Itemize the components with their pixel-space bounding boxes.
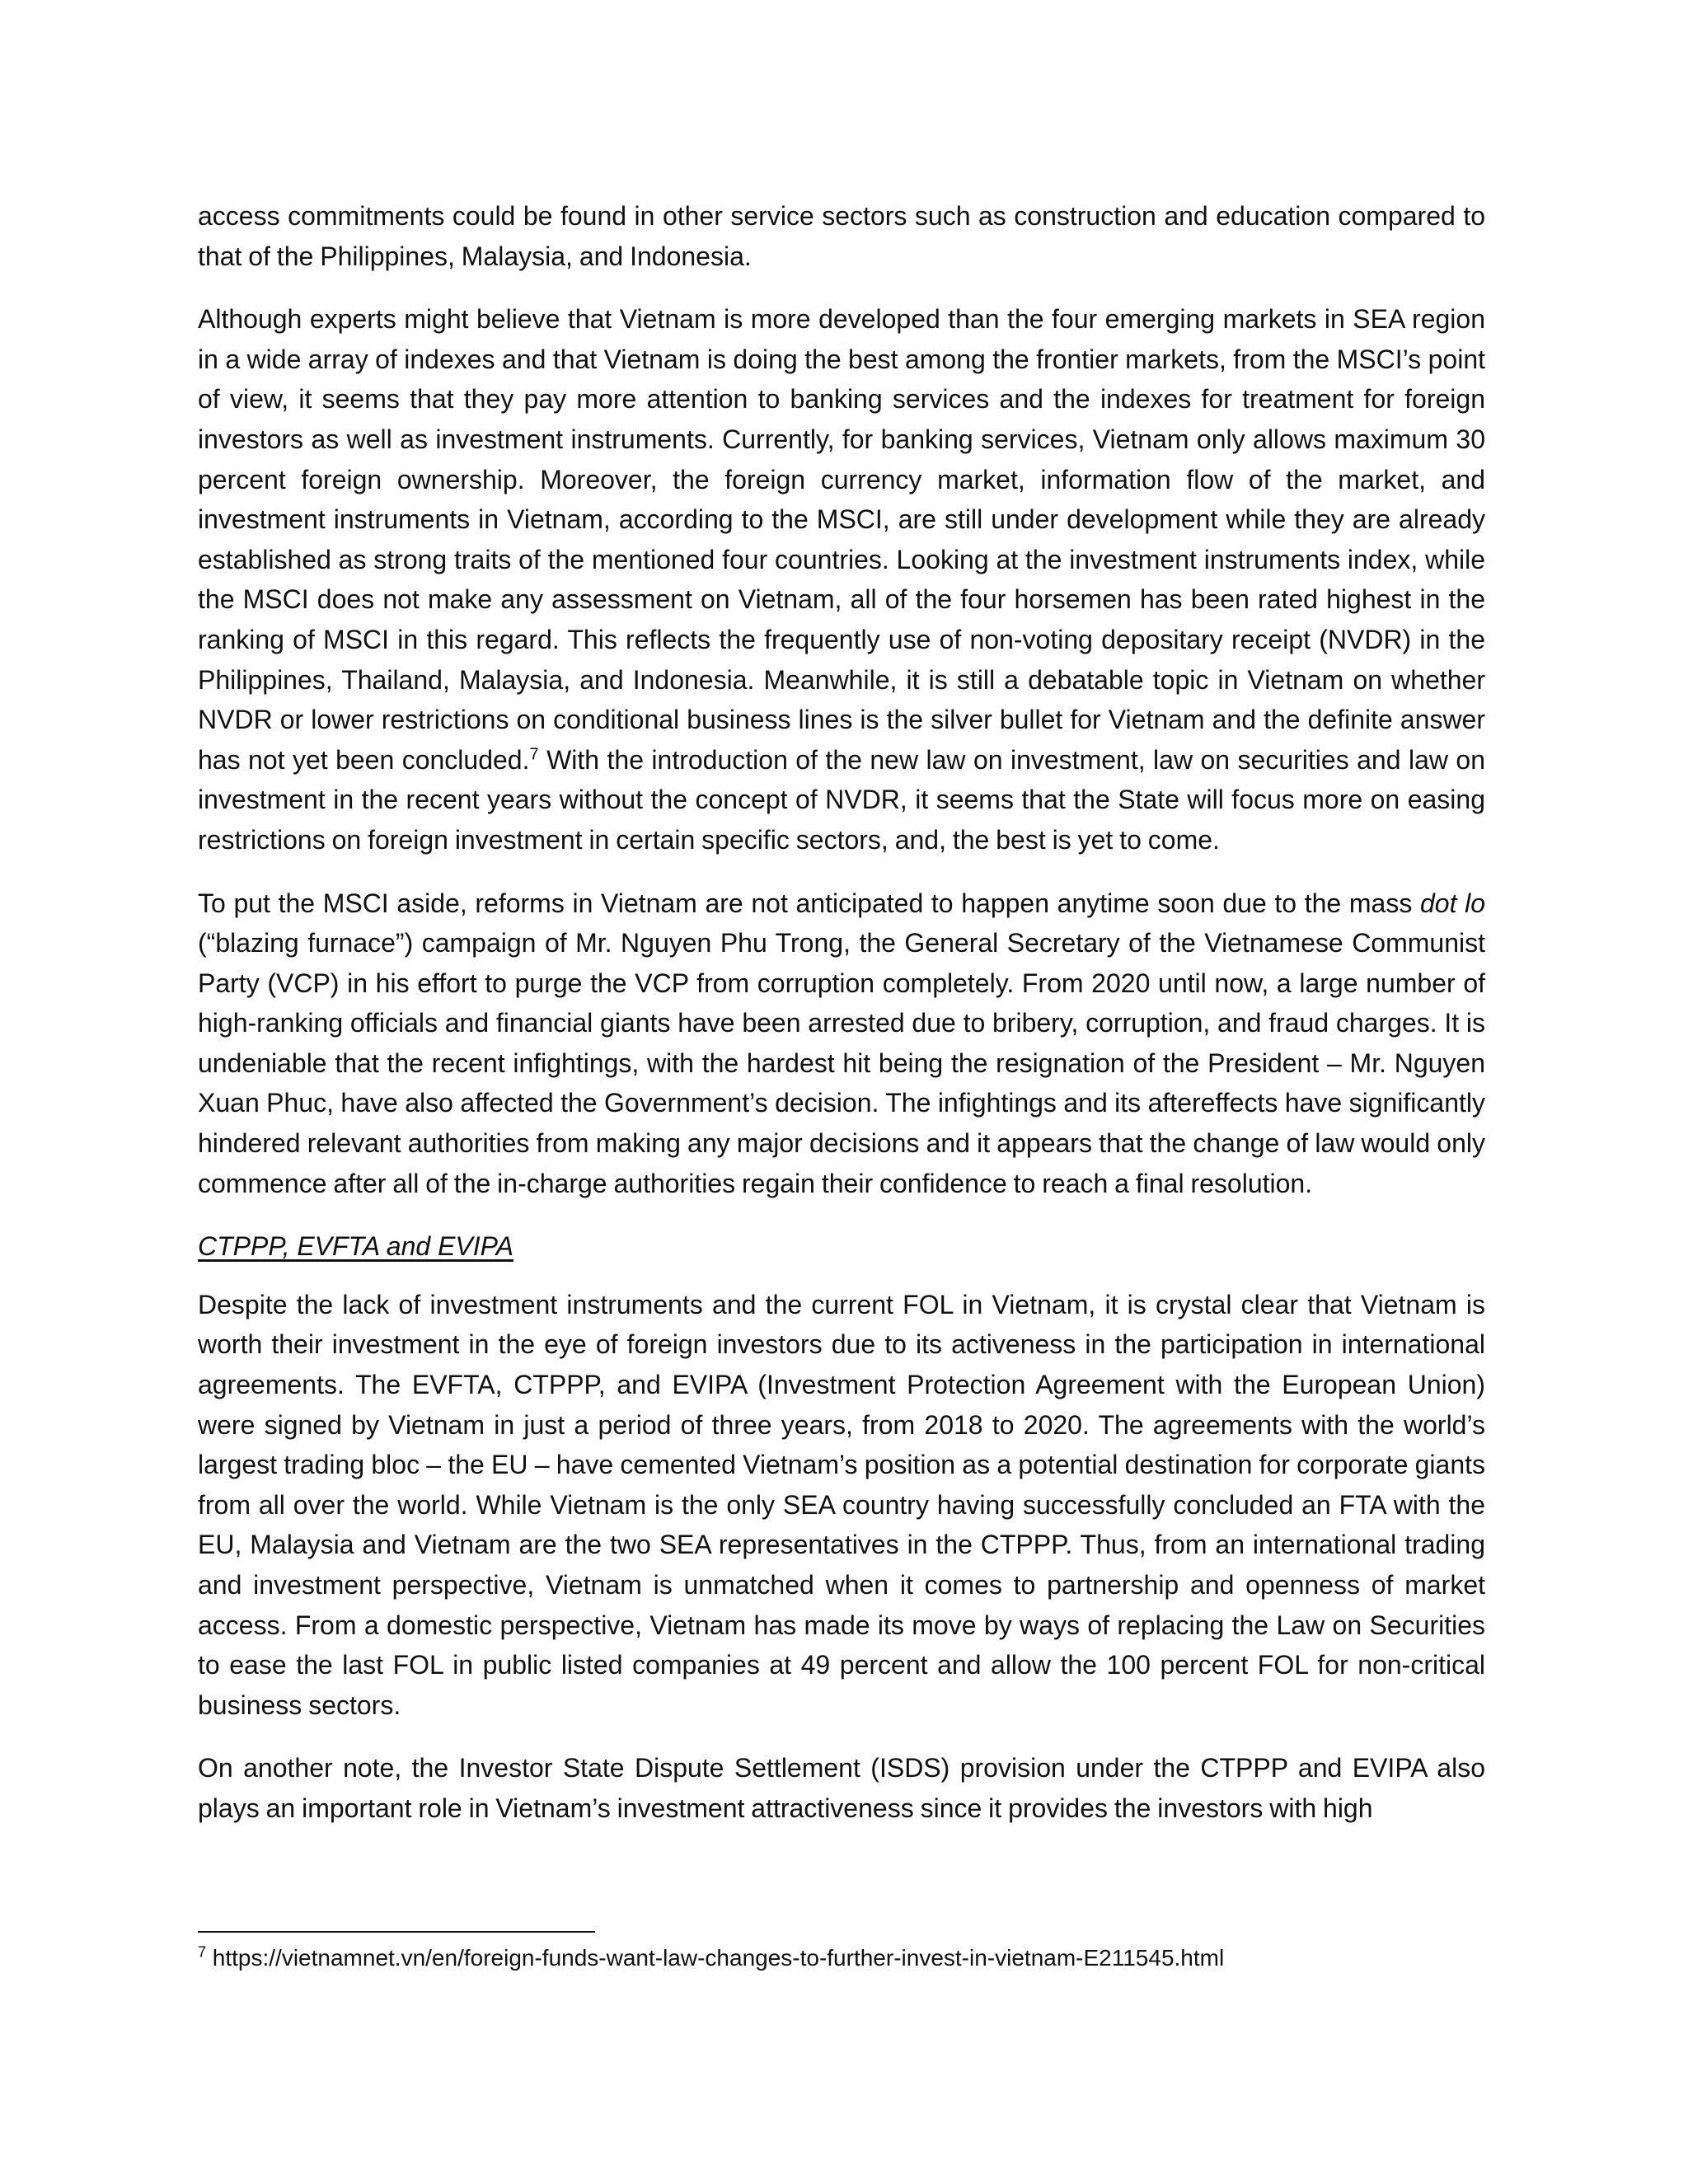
paragraph-isds <box>198 1748 1485 1828</box>
footnote-separator <box>198 1931 595 1933</box>
paragraph-access-commitments <box>198 196 1485 276</box>
footnote-number: 7 <box>198 1943 207 1961</box>
footnote-url: https://vietnamnet.vn/en/foreign-funds-want-law-changes-to-further-invest-in-vietnam-E211545.html <box>206 1945 1225 1971</box>
paragraph-text: Although experts might believe that Vietnam is more developed than the four emerging markets in SEA region in a wide array of indexes and that Vietnam is doing the best among the frontier markets, from the MSCI’s point of view, it seems that they pay more attention to banking services and the indexes for treatment for foreign investors as well as investment instruments. Currently, for banking services, Vietnam only allows maximum 30 percent foreign ownership. Moreover, the foreign currency market, information flow of the market, and investment instruments in Vietnam, according to the MSCI, are still under development while they are already established as strong traits of the mentioned four countries. Looking at the investment instruments index, while the MSCI does not make any assessment on Vietnam, all of the four horsemen has been rated highest in the ranking of MSCI in this regard. This reflects the frequently use of non-voting depositary receipt (NVDR) in the Philippines, Thailand, Malaysia, and Indonesia. Meanwhile, it is still a debatable topic in Vietnam on whether NVDR or lower restrictions on conditional business lines is the silver bullet for Vietnam and the definite answer has not yet been concluded. <box>198 304 1485 775</box>
document-body <box>198 196 1485 1852</box>
paragraph-text: To put the MSCI aside, reforms in Vietnam are not anticipated to happen anytime soon due to the mass <box>198 888 1420 918</box>
footnote-reference: 7 <box>529 745 539 764</box>
paragraph-text: With the introduction of the new law on investment, law on securities and law on investment in the recent years without the concept of NVDR, it seems that the State will focus more on easing restrictions on foreign investment in certain specific sectors, and, the best is yet to come. <box>198 744 1486 855</box>
paragraph-agreements <box>198 1285 1485 1726</box>
paragraph-text: On another note, the Investor State Dispute Settlement (ISDS) provision under the CTPPP and EVIPA also plays an important role in Vietnam’s investment attractiveness since it provides the investors with high <box>198 1753 1485 1823</box>
footnote <box>198 1942 1485 1975</box>
section-heading: CTPPP, EVFTA and EVIPA <box>198 1231 513 1262</box>
paragraph-reforms <box>198 883 1485 1204</box>
italic-term: dot lo <box>1419 888 1486 918</box>
paragraph-text: access commitments could be found in other service sectors such as construction and education compared to that of the Philippines, Malaysia, and Indonesia. <box>198 201 1485 271</box>
paragraph-msci-view <box>198 299 1485 860</box>
paragraph-text: Despite the lack of investment instruments and the current FOL in Vietnam, it is crystal clear that Vietnam is worth their investment in the eye of foreign investors due to its activeness in the participation in international agreements. The EVFTA, CTPPP, and EVIPA (Investment Protection Agreement with the European Union) were signed by Vietnam in just a period of three years, from 2018 to 2020. The agreements with the world’s largest trading bloc – the EU – have cemented Vietnam’s position as a potential destination for corporate giants from all over the world. While Vietnam is the only SEA country having successfully concluded an FTA with the EU, Malaysia and Vietnam are the two SEA representatives in the CTPPP. Thus, from an international trading and investment perspective, Vietnam is unmatched when it comes to partnership and openness of market access. From a domestic perspective, Vietnam has made its move by ways of replacing the Law on Securities to ease the last FOL in public listed companies at 49 percent and allow the 100 percent FOL for non-critical business sectors. <box>198 1289 1485 1720</box>
paragraph-text: (“blazing furnace”) campaign of Mr. Nguyen Phu Trong, the General Secretary of the Vietnamese Communist Party (VCP) in his effort to purge the VCP from corruption completely. From 2020 until now, a large number of high-ranking officials and financial giants have been arrested due to bribery, corruption, and fraud charges. It is undeniable that the recent infightings, with the hardest hit being the resignation of the President – Mr. Nguyen Xuan Phuc, have also affected the Government’s decision. The infightings and its aftereffects have significantly hindered relevant authorities from making any major decisions and it appears that the change of law would only commence after all of the in-charge authorities regain their confidence to reach a final resolution. <box>198 928 1485 1198</box>
